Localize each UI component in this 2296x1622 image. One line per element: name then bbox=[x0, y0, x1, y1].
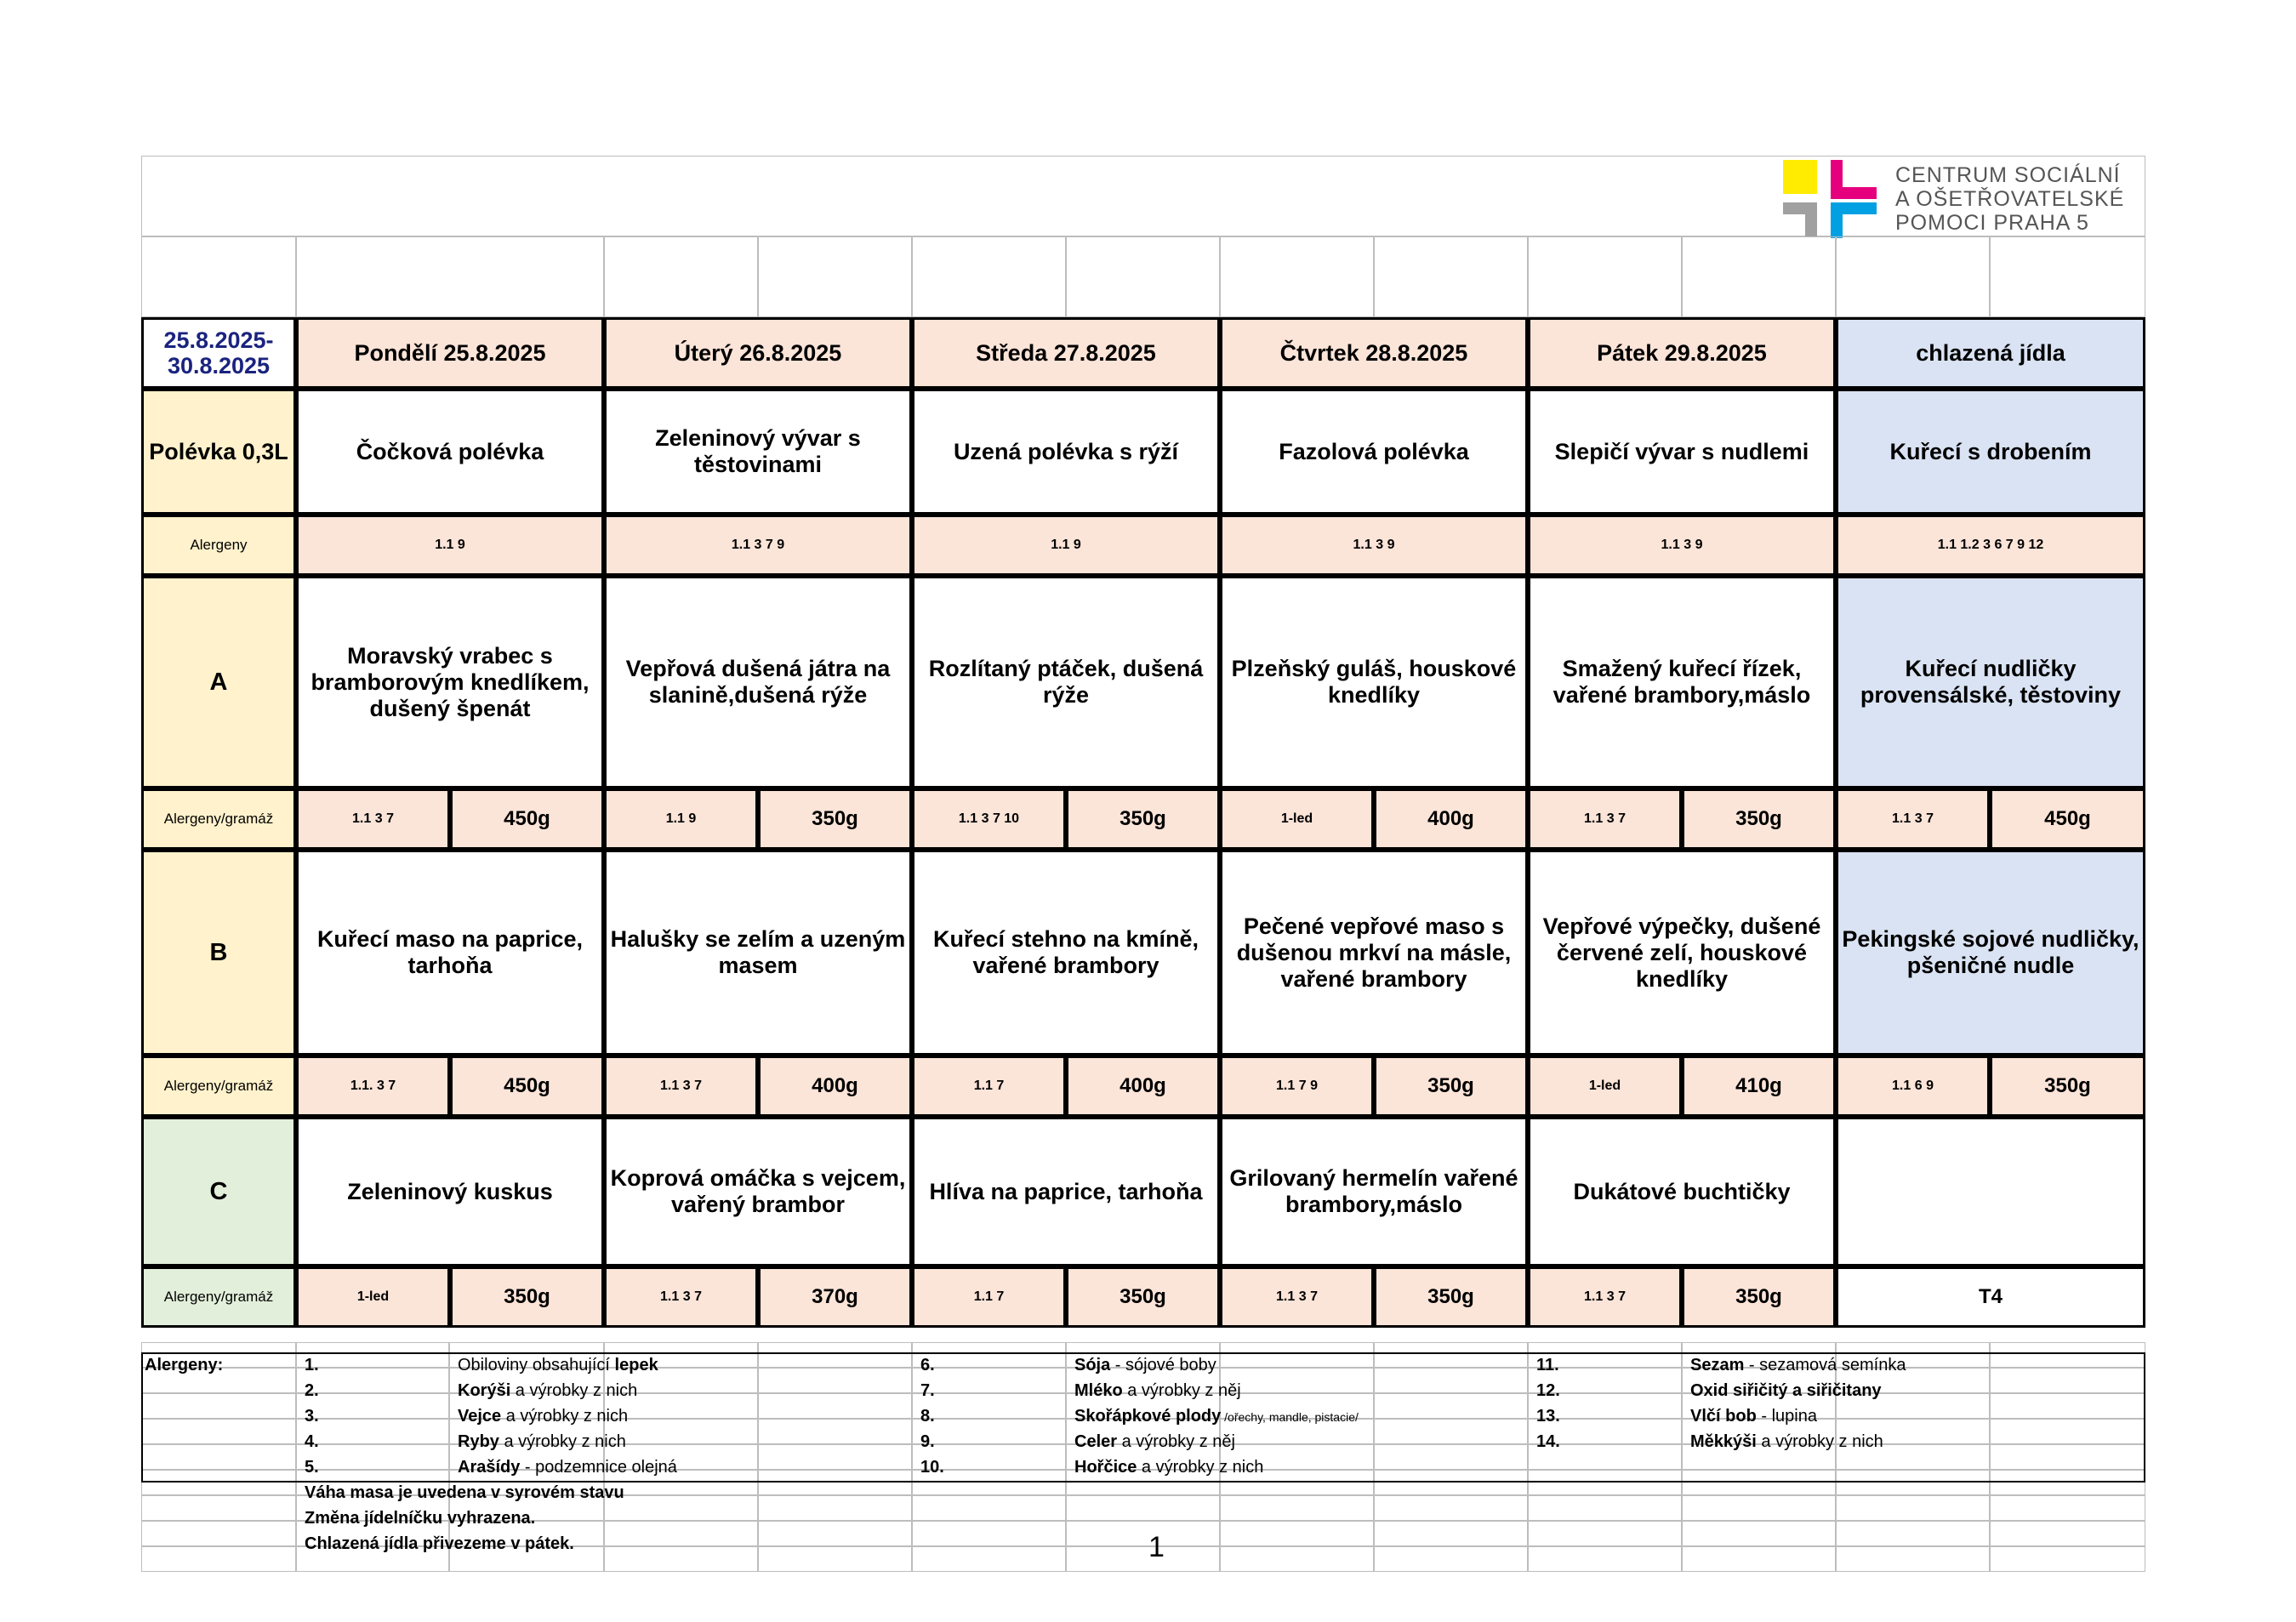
legend-number bbox=[920, 1403, 935, 1429]
legend-text: Korýši bbox=[458, 1381, 511, 1400]
day-header: Pátek 29.8.2025 bbox=[1528, 317, 1836, 389]
meal-item: Kuřecí maso na paprice, tarhoňa bbox=[296, 850, 604, 1056]
legend-text: - podzemnice olejná bbox=[520, 1458, 677, 1477]
meal-weight: 350g bbox=[1682, 1266, 1836, 1328]
meal-weight: 350g bbox=[450, 1266, 604, 1328]
legend-text: 10. bbox=[920, 1458, 944, 1477]
soup-allergens: 1.1 1.2 3 6 7 9 12 bbox=[1836, 515, 2145, 576]
soup-allergen-label: Alergeny bbox=[141, 515, 296, 576]
legend-text: 8. bbox=[920, 1407, 935, 1426]
legend-text: Sója bbox=[1074, 1356, 1111, 1374]
meal-label: A bbox=[141, 576, 296, 788]
legend-text: - sójové boby bbox=[1110, 1356, 1216, 1374]
legend-text: Měkkýši bbox=[1690, 1432, 1757, 1451]
meal-allergens: 1.1 6 9 bbox=[1836, 1056, 1990, 1117]
meal-allergens: 1.1 3 7 bbox=[604, 1266, 758, 1328]
legend-item bbox=[458, 1429, 626, 1454]
legend-item bbox=[1074, 1352, 1216, 1378]
legend-grid-cell bbox=[141, 1521, 296, 1546]
empty-cell bbox=[604, 236, 758, 317]
meal-item bbox=[1836, 1117, 2145, 1266]
meal-weight: 370g bbox=[758, 1266, 912, 1328]
meal-allergens: 1.1 9 bbox=[604, 788, 758, 850]
legend-grid-cell bbox=[1836, 1546, 1990, 1572]
legend-item bbox=[1074, 1454, 1263, 1480]
legend-number bbox=[920, 1378, 935, 1403]
empty-cell bbox=[1528, 236, 1682, 317]
legend-text: Arašídy bbox=[458, 1458, 521, 1477]
empty-cell bbox=[912, 236, 1066, 317]
meal-item: Kuřecí stehno na kmíně, vařené brambory bbox=[912, 850, 1220, 1056]
legend-grid-cell bbox=[141, 1495, 296, 1521]
meal-weight: 450g bbox=[450, 788, 604, 850]
soup-item: Zeleninový vývar s těstovinami bbox=[604, 389, 912, 515]
legend-grid-cell bbox=[1990, 1546, 2145, 1572]
meal-weight: 350g bbox=[1682, 788, 1836, 850]
cross-logo-icon bbox=[1783, 160, 1877, 238]
meal-item: Pečené vepřové maso s dušenou mrkví na másle, vařené brambory bbox=[1220, 850, 1528, 1056]
legend-grid-cell bbox=[1066, 1495, 1220, 1521]
legend-grid-cell bbox=[1528, 1546, 1682, 1572]
meal-allergens: 1.1 3 7 bbox=[296, 788, 450, 850]
meal-item: Vepřová dušená játra na slanině,dušená rýže bbox=[604, 576, 912, 788]
legend-text: 4. bbox=[305, 1432, 319, 1451]
legend-grid-cell bbox=[758, 1546, 912, 1572]
meal-allergens: 1-led bbox=[1220, 788, 1374, 850]
legend-grid-cell bbox=[912, 1495, 1066, 1521]
legend-grid-cell bbox=[604, 1546, 758, 1572]
empty-cell bbox=[1374, 236, 1528, 317]
meal-item: Vepřové výpečky, dušené červené zelí, houskové knedlíky bbox=[1528, 850, 1836, 1056]
legend-text: 12. bbox=[1536, 1381, 1560, 1400]
logo-text bbox=[1895, 163, 2124, 235]
legend-grid-cell bbox=[1682, 1495, 1836, 1521]
legend-item bbox=[1074, 1403, 1359, 1430]
soup-allergens: 1.1 3 7 9 bbox=[604, 515, 912, 576]
legend-text: a výrobky z nich bbox=[1137, 1458, 1264, 1477]
legend-text: lepek bbox=[614, 1356, 658, 1374]
date-range: 25.8.2025-30.8.2025 bbox=[141, 317, 296, 389]
logo-row bbox=[141, 156, 2145, 236]
meal-item: Moravský vrabec s bramborovým knedlíkem, dušený špenát bbox=[296, 576, 604, 788]
soup-item: Fazolová polévka bbox=[1220, 389, 1528, 515]
legend-text: a výrobky z nich bbox=[510, 1381, 638, 1400]
legend-text: 7. bbox=[920, 1381, 935, 1400]
meal-weight: 400g bbox=[758, 1056, 912, 1117]
legend-grid-cell bbox=[1220, 1495, 1374, 1521]
meal-allergens: 1.1 7 bbox=[912, 1056, 1066, 1117]
legend-text: Obiloviny obsahující bbox=[458, 1356, 615, 1374]
meal-weight: 350g bbox=[1990, 1056, 2145, 1117]
logo-line-3: POMOCI PRAHA 5 bbox=[1895, 211, 2089, 235]
meal-weight: 400g bbox=[1066, 1056, 1220, 1117]
meal-allergens: 1.1 3 7 bbox=[1836, 788, 1990, 850]
legend-number bbox=[305, 1429, 319, 1454]
meal-weight: 350g bbox=[1374, 1056, 1528, 1117]
meal-weight: 450g bbox=[1990, 788, 2145, 850]
legend-item bbox=[1074, 1429, 1235, 1454]
meal-item: Dukátové buchtičky bbox=[1528, 1117, 1836, 1266]
legend-text: - sezamová semínka bbox=[1744, 1356, 1906, 1374]
legend-item bbox=[458, 1352, 658, 1378]
note bbox=[305, 1531, 574, 1557]
legend-text: - lupina bbox=[1756, 1407, 1817, 1426]
logo-line-1: CENTRUM SOCIÁLNÍ bbox=[1895, 163, 2121, 187]
legend-grid-cell bbox=[1066, 1546, 1220, 1572]
legend-number bbox=[305, 1378, 319, 1403]
meal-item: Halušky se zelím a uzeným masem bbox=[604, 850, 912, 1056]
legend-number bbox=[1536, 1403, 1560, 1429]
meal-weight: 350g bbox=[1066, 1266, 1220, 1328]
legend-grid-cell bbox=[1836, 1521, 1990, 1546]
day-header: Úterý 26.8.2025 bbox=[604, 317, 912, 389]
note bbox=[305, 1505, 535, 1531]
legend-text: Celer bbox=[1074, 1432, 1118, 1451]
empty-cell bbox=[141, 236, 296, 317]
meal-allergens: 1-led bbox=[1528, 1056, 1682, 1117]
meal-allergens: 1.1 7 9 bbox=[1220, 1056, 1374, 1117]
legend-title bbox=[145, 1352, 223, 1378]
legend-grid-cell bbox=[1528, 1521, 1682, 1546]
legend-grid-cell bbox=[1682, 1546, 1836, 1572]
legend-number bbox=[305, 1352, 319, 1378]
meal-allergens: 1.1 3 7 bbox=[604, 1056, 758, 1117]
meal-allergens: 1.1 7 bbox=[912, 1266, 1066, 1328]
legend-grid-cell bbox=[1682, 1521, 1836, 1546]
soup-item: Čočková polévka bbox=[296, 389, 604, 515]
soup-allergens: 1.1 3 9 bbox=[1528, 515, 1836, 576]
legend-text: Chlazená jídla přivezeme v pátek. bbox=[305, 1534, 574, 1553]
legend-number bbox=[920, 1454, 944, 1480]
soup-allergens: 1.1 3 9 bbox=[1220, 515, 1528, 576]
legend-grid-cell bbox=[912, 1521, 1066, 1546]
legend-text: 2. bbox=[305, 1381, 319, 1400]
legend-number bbox=[1536, 1429, 1560, 1454]
meal-weight: 350g bbox=[758, 788, 912, 850]
legend-text: Oxid siřičitý a siřičitany bbox=[1690, 1381, 1882, 1400]
note bbox=[305, 1480, 624, 1505]
legend-item bbox=[1690, 1429, 1883, 1454]
legend-text: Váha masa je uvedena v syrovém stavu bbox=[305, 1483, 624, 1502]
legend-text: 13. bbox=[1536, 1407, 1560, 1426]
legend-text: Mléko bbox=[1074, 1381, 1123, 1400]
legend-grid-cell bbox=[1220, 1546, 1374, 1572]
legend-item bbox=[1690, 1378, 1882, 1403]
meal-item: Plzeňský guláš, houskové knedlíky bbox=[1220, 576, 1528, 788]
legend-grid-cell bbox=[1528, 1495, 1682, 1521]
allergen-weight-label: Alergeny/gramáž bbox=[141, 1056, 296, 1117]
empty-cell bbox=[1836, 236, 1990, 317]
legend-text: Hořčice bbox=[1074, 1458, 1137, 1477]
meal-weight: 350g bbox=[1066, 788, 1220, 850]
legend-number bbox=[1536, 1352, 1559, 1378]
legend-grid-cell bbox=[604, 1495, 758, 1521]
meal-item: Hlíva na paprice, tarhoňa bbox=[912, 1117, 1220, 1266]
legend-text: 11. bbox=[1536, 1356, 1559, 1374]
legend-text: /ořechy, mandle, pistacie/ bbox=[1221, 1410, 1359, 1424]
meal-allergens: 1.1 3 7 bbox=[1528, 1266, 1682, 1328]
day-header: Čtvrtek 28.8.2025 bbox=[1220, 317, 1528, 389]
legend-number bbox=[305, 1454, 319, 1480]
legend-text: a výrobky z nich bbox=[499, 1432, 626, 1451]
empty-cell bbox=[296, 236, 604, 317]
legend-text: a výrobky z něj bbox=[1117, 1432, 1235, 1451]
legend-grid-cell bbox=[1374, 1521, 1528, 1546]
allergen-weight-label: Alergeny/gramáž bbox=[141, 788, 296, 850]
soup-item: Kuřecí s drobením bbox=[1836, 389, 2145, 515]
meal-label: C bbox=[141, 1117, 296, 1266]
soup-allergens: 1.1 9 bbox=[912, 515, 1220, 576]
day-header: chlazená jídla bbox=[1836, 317, 2145, 389]
allergen-weight-label: Alergeny/gramáž bbox=[141, 1266, 296, 1328]
legend-text: 1. bbox=[305, 1356, 319, 1374]
legend-grid-cell bbox=[1374, 1546, 1528, 1572]
diet-code: T4 bbox=[1836, 1266, 2145, 1328]
soup-label: Polévka 0,3L bbox=[141, 389, 296, 515]
legend-text: 6. bbox=[920, 1356, 935, 1374]
page-number: 1 bbox=[1148, 1531, 1165, 1563]
empty-cell bbox=[1682, 236, 1836, 317]
meal-allergens: 1.1. 3 7 bbox=[296, 1056, 450, 1117]
logo-line-2: A OŠETŘOVATELSKÉ bbox=[1895, 187, 2125, 211]
legend-item bbox=[1690, 1403, 1817, 1429]
organization-logo bbox=[1783, 160, 2128, 238]
empty-cell bbox=[1990, 236, 2145, 317]
legend-number bbox=[1536, 1378, 1560, 1403]
legend-text: a výrobky z něj bbox=[1122, 1381, 1241, 1400]
legend-grid-cell bbox=[758, 1521, 912, 1546]
meal-label: B bbox=[141, 850, 296, 1056]
legend-number bbox=[920, 1429, 935, 1454]
meal-allergens: 1.1 3 7 bbox=[1528, 788, 1682, 850]
legend-text: 9. bbox=[920, 1432, 935, 1451]
legend-text: Vejce bbox=[458, 1407, 502, 1426]
meal-allergens: 1-led bbox=[296, 1266, 450, 1328]
legend-text: Sezam bbox=[1690, 1356, 1745, 1374]
legend-text: Alergeny: bbox=[145, 1356, 224, 1374]
legend-item bbox=[458, 1403, 628, 1429]
legend-grid-cell bbox=[1990, 1521, 2145, 1546]
empty-cell bbox=[758, 236, 912, 317]
soup-item: Slepičí vývar s nudlemi bbox=[1528, 389, 1836, 515]
legend-text: 14. bbox=[1536, 1432, 1560, 1451]
legend-item bbox=[458, 1454, 677, 1480]
meal-item: Rozlítaný ptáček, dušená rýže bbox=[912, 576, 1220, 788]
legend-grid-cell bbox=[604, 1521, 758, 1546]
meal-allergens: 1.1 3 7 bbox=[1220, 1266, 1374, 1328]
meal-item: Grilovaný hermelín vařené brambory,máslo bbox=[1220, 1117, 1528, 1266]
meal-item: Zeleninový kuskus bbox=[296, 1117, 604, 1266]
meal-item: Pekingské sojové nudličky, pšeničné nudle bbox=[1836, 850, 2145, 1056]
legend-grid-cell bbox=[912, 1546, 1066, 1572]
legend-grid-cell bbox=[758, 1495, 912, 1521]
legend-grid-cell bbox=[1990, 1495, 2145, 1521]
day-header: Pondělí 25.8.2025 bbox=[296, 317, 604, 389]
legend-text: Změna jídelníčku vyhrazena. bbox=[305, 1509, 536, 1528]
meal-item: Smažený kuřecí řízek, vařené brambory,máslo bbox=[1528, 576, 1836, 788]
meal-weight: 350g bbox=[1374, 1266, 1528, 1328]
legend-text: Skořápkové plody bbox=[1074, 1407, 1222, 1426]
empty-cell bbox=[1066, 236, 1220, 317]
legend-number bbox=[920, 1352, 935, 1378]
meal-allergens: 1.1 3 7 10 bbox=[912, 788, 1066, 850]
legend-grid-cell bbox=[1220, 1521, 1374, 1546]
soup-item: Uzená polévka s rýží bbox=[912, 389, 1220, 515]
legend-grid-cell bbox=[1836, 1495, 1990, 1521]
legend-text: 5. bbox=[305, 1458, 319, 1477]
legend-item bbox=[458, 1378, 637, 1403]
day-header: Středa 27.8.2025 bbox=[912, 317, 1220, 389]
legend-text: a výrobky z nich bbox=[501, 1407, 629, 1426]
meal-weight: 410g bbox=[1682, 1056, 1836, 1117]
legend-text: 3. bbox=[305, 1407, 319, 1426]
legend-item bbox=[1074, 1378, 1241, 1403]
meal-weight: 450g bbox=[450, 1056, 604, 1117]
meal-item: Koprová omáčka s vejcem, vařený brambor bbox=[604, 1117, 912, 1266]
meal-item: Kuřecí nudličky provensálské, těstoviny bbox=[1836, 576, 2145, 788]
meal-weight: 400g bbox=[1374, 788, 1528, 850]
legend-text: Vlčí bob bbox=[1690, 1407, 1757, 1426]
soup-allergens: 1.1 9 bbox=[296, 515, 604, 576]
legend-item bbox=[1690, 1352, 1906, 1378]
legend-text: a výrobky z nich bbox=[1756, 1432, 1883, 1451]
legend-grid-cell bbox=[1066, 1521, 1220, 1546]
legend-grid-cell bbox=[1374, 1495, 1528, 1521]
empty-cell bbox=[1220, 236, 1374, 317]
legend-grid-cell bbox=[141, 1546, 296, 1572]
legend-text: Ryby bbox=[458, 1432, 499, 1451]
legend-number bbox=[305, 1403, 319, 1429]
